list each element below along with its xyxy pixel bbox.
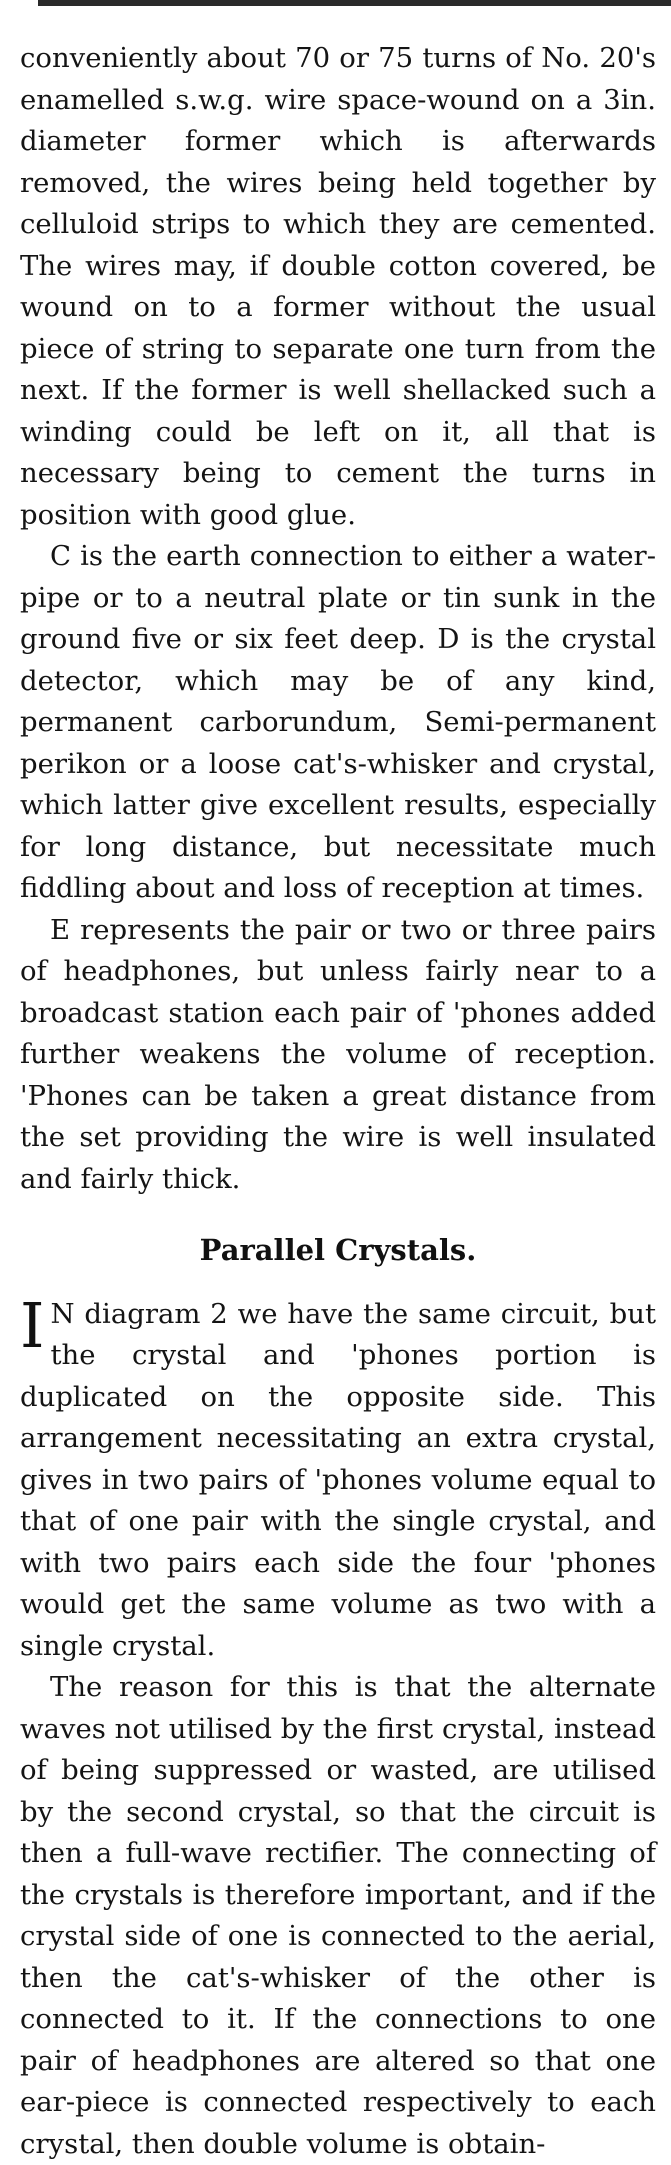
section-subheading: Parallel Crystals.	[199, 1233, 477, 1267]
column-top-rule	[38, 0, 671, 6]
article-column	[20, 38, 656, 2165]
dropcap-paragraph-text: N diagram 2 we have the same circuit, but the crystal and 'phones portion is duplicated on the opposite side. This arrangement necessitating an extra crystal, gives in two pairs of 'phones volume equal to that of one pair with the single crystal, and with two pairs each side the four 'phones would get the same volume as two with a single crystal.	[20, 1297, 656, 1662]
article-paragraph: conveniently about 70 or 75 turns of No. 20's enamelled s.w.g. wire space-wound on a 3in. diameter former which is afterwards removed, the wires being held together by celluloid strips to which they are cemented. The wires may, if double cotton covered, be wound on to a former without the usual piece of string to separate one turn from the next. If the former is well shellacked such a winding could be left on it, all that is necessary being to cement the turns in position with good glue.	[20, 42, 656, 531]
drop-cap: I	[20, 1288, 45, 1362]
article-paragraph: The reason for this is that the alternate waves not utilised by the first crystal, instead of being suppressed or wasted, are utilised by the second crystal, so that the circuit is then a full-wave rectifier. The connecting of the crystals is therefore important, and if the crystal side of one is connected to the aerial, then the cat's-whisker of the other is connected to it. If the connections to one pair of headphones are altered so that one ear-piece is connected respectively to each crystal, then double volume is obtain-	[20, 1671, 656, 2160]
article-paragraph: C is the earth connection to either a water-pipe or to a neutral plate or tin sunk in the ground five or six feet deep. D is the crystal detector, which may be of any kind, permanent carborundum, Semi-permanent perikon or a loose cat's-whisker and crystal, which latter give excellent results, especially for long distance, but necessitate much fiddling about and loss of reception at times.	[20, 540, 656, 904]
article-paragraph-with-dropcap	[20, 1288, 656, 1668]
article-paragraph: E represents the pair or two or three pairs of headphones, but unless fairly near to a broadcast station each pair of 'phones added further weakens the volume of reception. 'Phones can be taken a great distance from the set providing the wire is well insulated and fairly thick.	[20, 913, 656, 1195]
